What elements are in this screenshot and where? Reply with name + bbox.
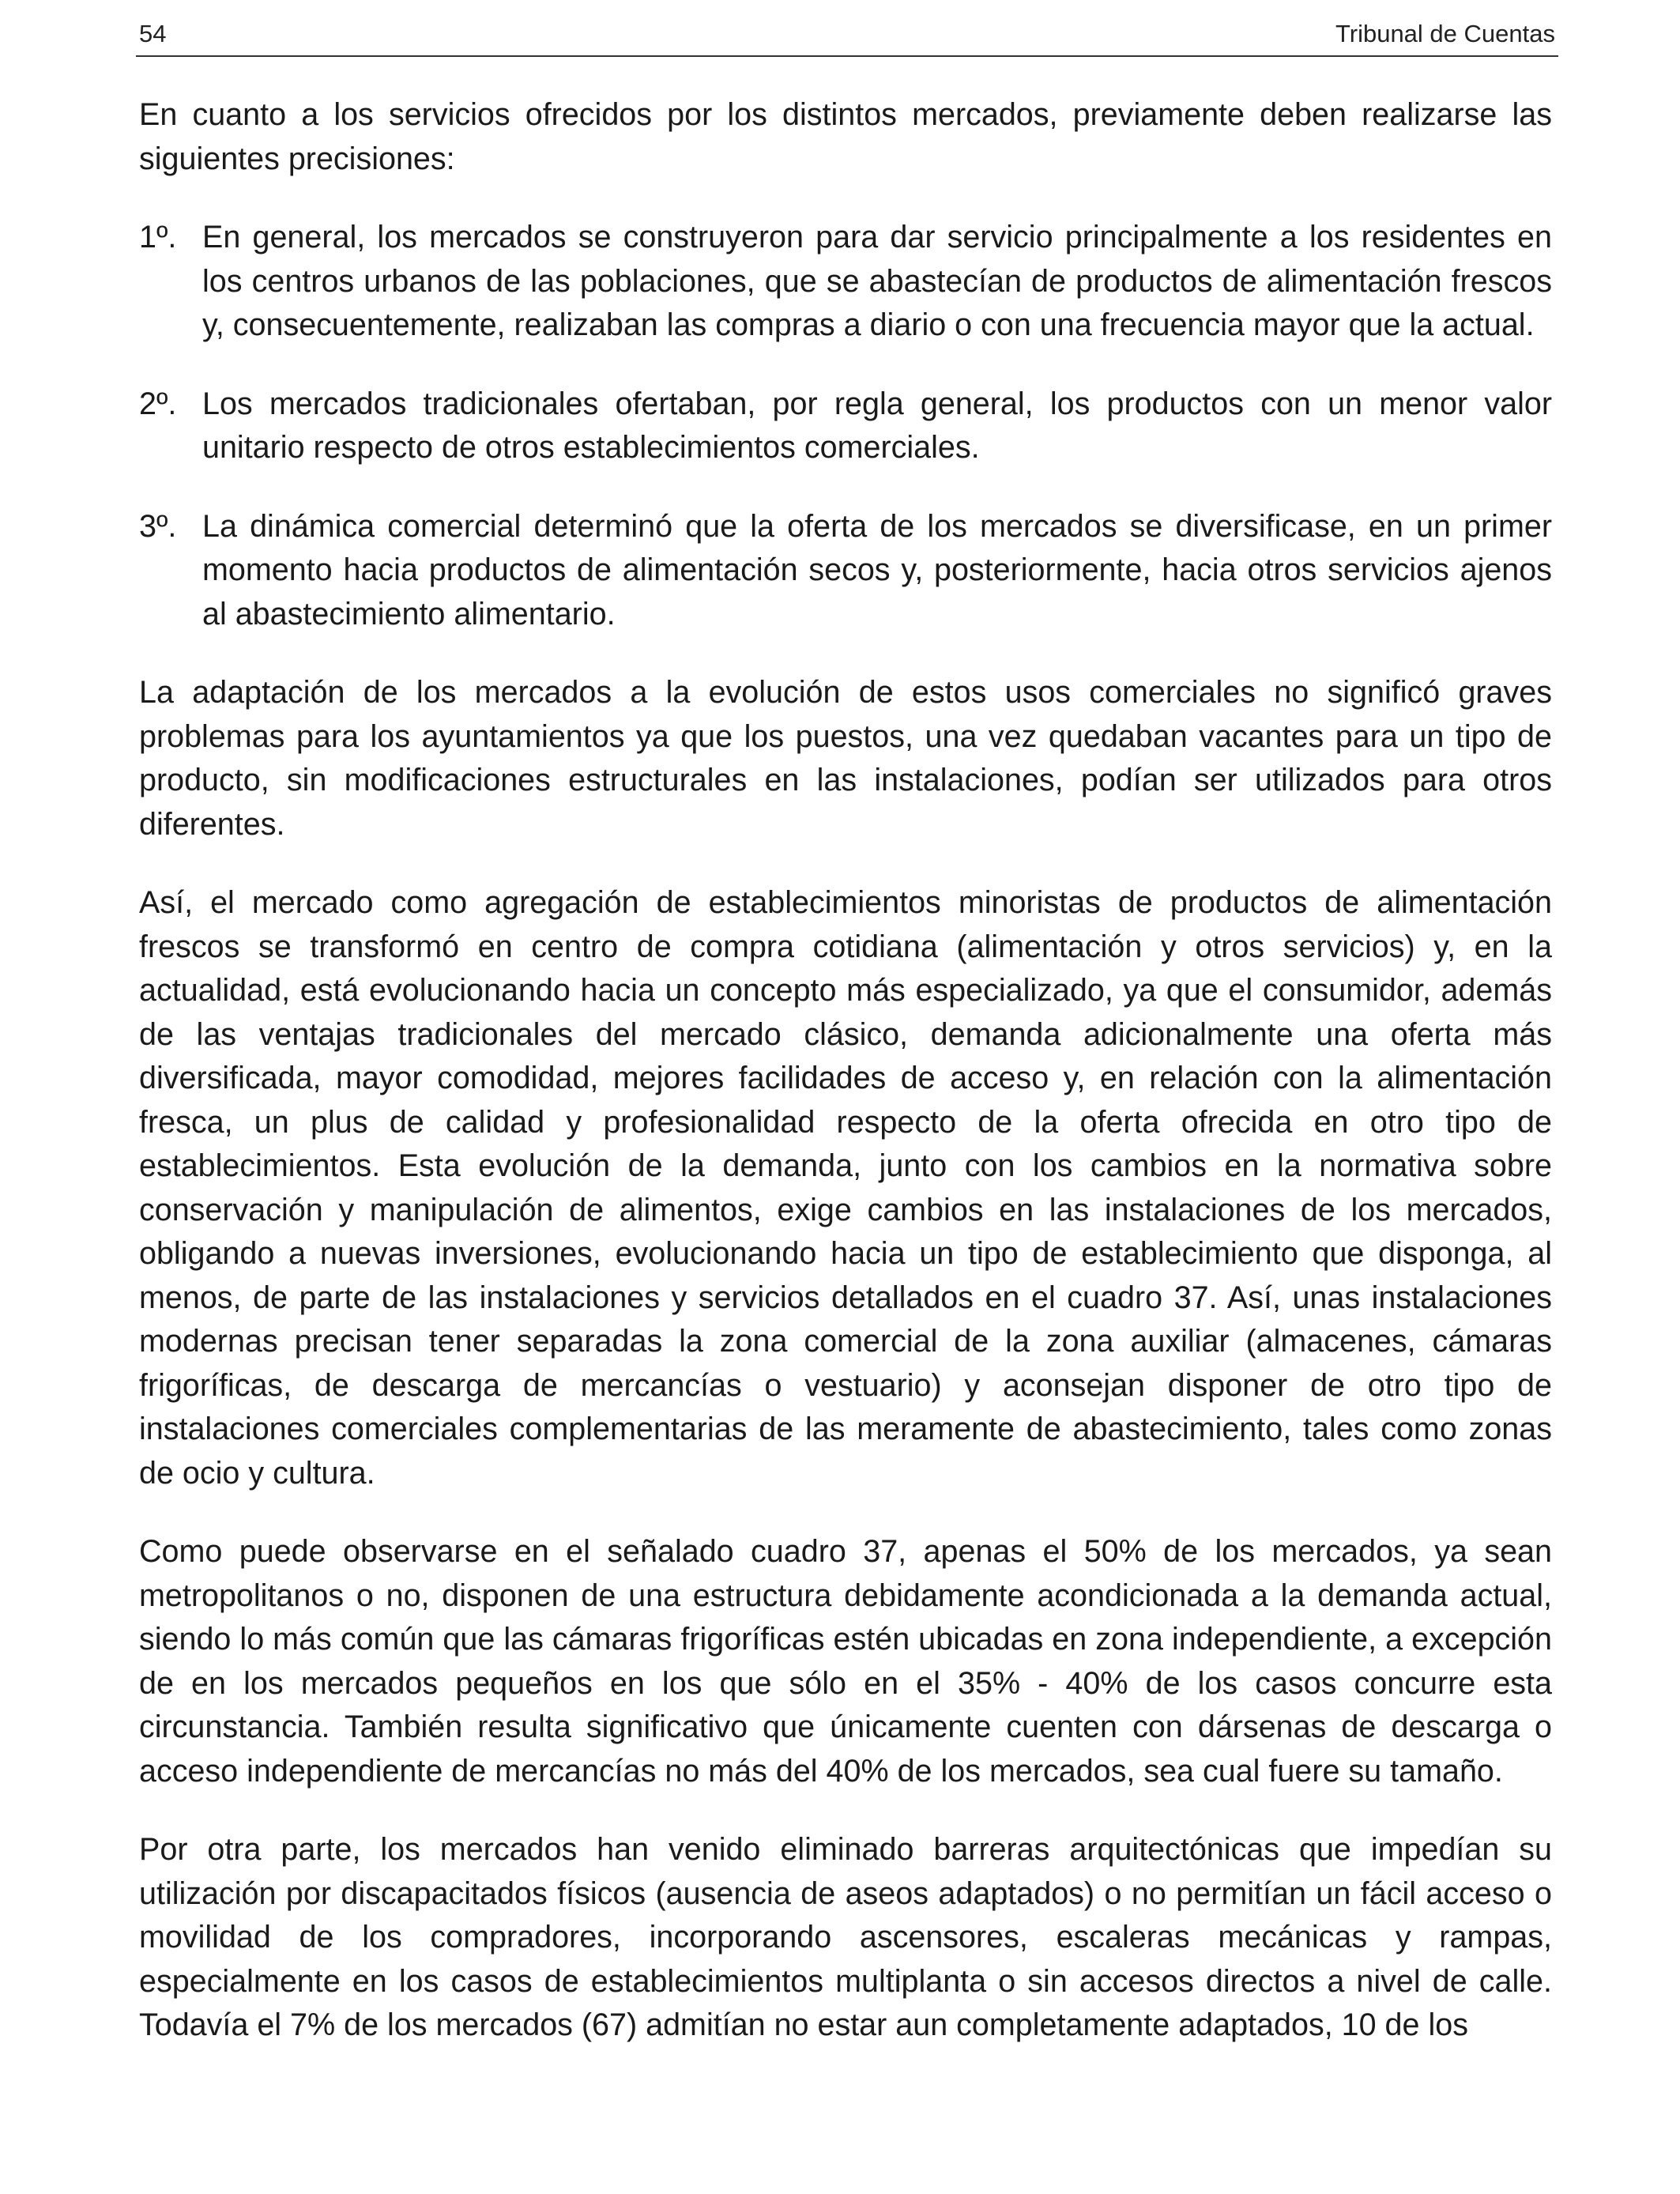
paragraph: Por otra parte, los mercados han venido eliminado barreras arquitectónicas que impedían su utilización por discapacitados físicos (ausencia de aseos adaptados) o no permitían un fácil acceso o movilidad de los compradores, incorporando ascensores, escaleras mecánicas y rampas, especialmente en los casos de establecimientos multiplanta o sin accesos directos a nivel de calle. Todavía el 7% de los mercados (67) admitían no estar aun completamente adaptados, 10 de los [139, 1832, 1552, 2042]
list-marker: 1º. [139, 220, 177, 254]
paragraph: La adaptación de los mercados a la evolución de estos usos comerciales no significó graves problemas para los ayuntamientos ya que los puestos, una vez quedaban vacantes para un tipo de producto, sin modificaciones estructurales en las instalaciones, podían ser utilizados para otros diferentes. [139, 675, 1552, 842]
list-item-text: La dinámica comercial determinó que la oferta de los mercados se diversificase, en un primer momento hacia productos de alimentación secos y, posteriormente, hacia otros servicios ajenos al abastecimiento alimentario. [202, 508, 1552, 631]
page-header [136, 14, 1558, 57]
precisions-list [139, 216, 1552, 636]
list-marker: 3º. [139, 508, 177, 544]
running-title: Tribunal de Cuentas [1335, 20, 1555, 47]
body-text [139, 93, 1552, 2083]
list-item [139, 505, 1552, 637]
list-item-text: Los mercados tradicionales ofertaban, por regla general, los productos con un menor valor unitario respecto de otros establecimientos comerciales. [202, 386, 1552, 465]
list-item [139, 216, 1552, 348]
page-number: 54 [139, 20, 167, 47]
list-item-text: En general, los mercados se construyeron para dar servicio principalmente a los residentes en los centros urbanos de las poblaciones, que se abastecían de productos de alimentación frescos y, consecuentemente, realizaban las compras a diario o con una frecuencia mayor que la actual. [202, 220, 1552, 342]
paragraph: Como puede observarse en el señalado cuadro 37, apenas el 50% de los mercados, ya sean metropolitanos o no, disponen de una estructura debidamente acondicionada a la demanda actual, siendo lo más común que las cámaras frigoríficas estén ubicadas en zona independiente, a excepción de en los mercados pequeños en los que sólo en el 35% - 40% de los casos concurre esta circunstancia. También resulta significativo que únicamente cuenten con dársenas de descarga o acceso independiente de mercancías no más del 40% de los mercados, sea cual fuere su tamaño. [139, 1534, 1552, 1789]
intro-paragraph: En cuanto a los servicios ofrecidos por los distintos mercados, previamente deben realizarse las siguientes precisiones: [139, 97, 1552, 176]
list-marker: 2º. [139, 386, 177, 421]
paragraph: Así, el mercado como agregación de establecimientos minoristas de productos de alimentación frescos se transformó en centro de compra cotidiana (alimentación y otros servicios) y, en la actualidad, está evolucionando hacia un concepto más especializado, ya que el consumidor, además de las ventajas tradicionales del mercado clásico, demanda adicionalmente una oferta más diversificada, mayor comodidad, mejores facilidades de acceso y, en relación con la alimentación fresca, un plus de calidad y profesionalidad respecto de la oferta ofrecida en otro tipo de establecimientos. Esta evolución de la demanda, junto con los cambios en la normativa sobre conservación y manipulación de alimentos, exige cambios en las instalaciones de los mercados, obligando a nuevas inversiones, evolucionando hacia un tipo de establecimiento que disponga, al menos, de parte de las instalaciones y servicios detallados en el cuadro 37. Así, unas instalaciones modernas precisan tener separadas la zona comercial de la zona auxiliar (almacenes, cámaras frigoríficas, de descarga de mercancías o vestuario) y aconsejan disponer de otro tipo de instalaciones comerciales complementarias de las meramente de abastecimiento, tales como zonas de ocio y cultura. [139, 885, 1552, 1491]
list-item [139, 383, 1552, 470]
